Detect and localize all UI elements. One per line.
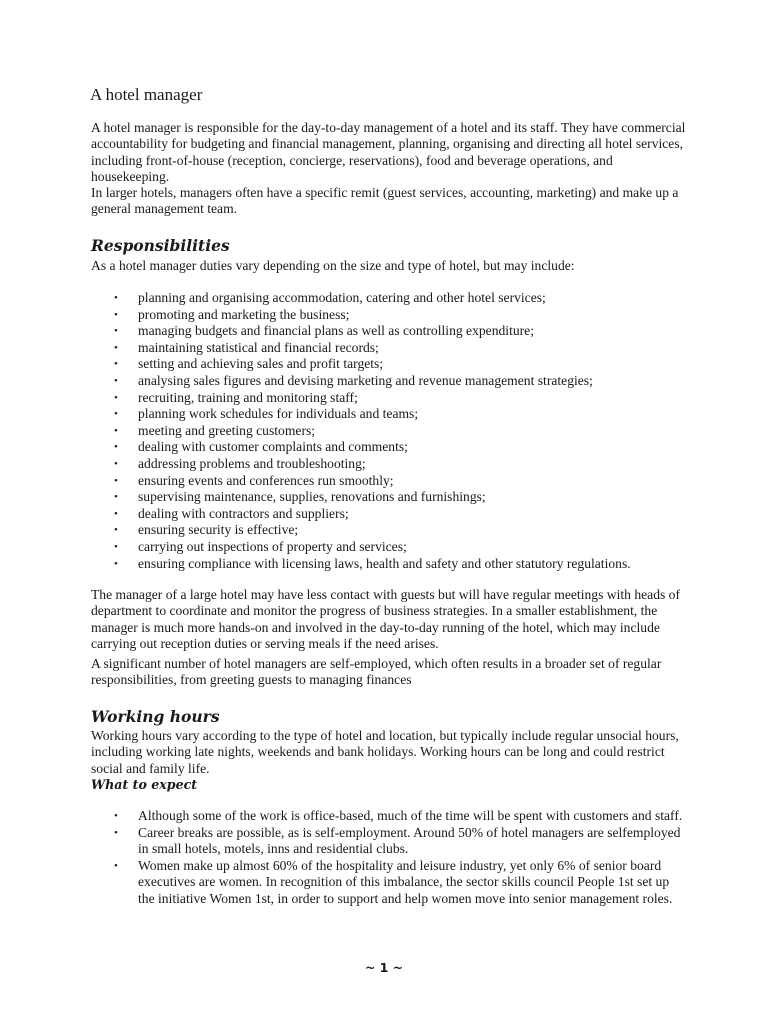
list-item: • supervising maintenance, supplies, renovations and furnishings; [114,489,486,505]
responsibilities-list [0,290,683,572]
list-item: • dealing with customer complaints and comments; [114,439,408,455]
bullet-icon: • [114,524,118,537]
what-to-expect-list [0,808,683,908]
list-item: • Career breaks are possible, as is self-employment. Around 50% of hotel managers are selfemployed in small hotels, motels, inns and residential clubs. [114,824,681,857]
responsibilities-heading: Responsibilities [91,236,230,255]
working-hours-paragraph: Working hours vary according to the type of hotel and location, but typically include regular unsocial hours, including working late nights, weekends and bank holidays. Working hours can be long and could restrict social and family life. [91,728,679,776]
list-item: • meeting and greeting customers; [114,422,316,438]
bullet-icon: • [114,859,118,872]
what-to-expect-heading: What to expect [91,777,198,792]
bullet-icon: • [114,358,118,371]
responsibilities-paragraph-1: The manager of a large hotel may have less contact with guests but will have regular meetings with heads of department to coordinate and monitor the progress of business strategies. In a smaller establishment, the manager is much more hands-on and involved in the day-to-day running of the hotel, which may include carrying out reception duties or serving meals if the need arises. [91,587,681,651]
list-item: • addressing problems and troubleshooting; [114,455,366,471]
list-item: • dealing with contractors and suppliers; [114,505,349,521]
list-item: • carrying out inspections of property and services; [114,538,407,554]
list-item: • planning work schedules for individuals and teams; [114,406,419,422]
bullet-icon: • [114,540,118,553]
bullet-icon: • [114,810,118,822]
page-title: A hotel manager [90,85,203,104]
intro-paragraph-1: A hotel manager is responsible for the day-to-day management of a hotel and its staff. They have commercial accountability for budgeting and financial management, planning, organising and directing all hotel services, including front-of-house (reception, concierge, reservations), food and beverage operations, and housekeeping. [91,120,686,184]
bullet-icon: • [114,826,118,839]
bullet-icon: • [114,308,118,321]
list-item: • analysing sales figures and devising marketing and revenue management strategies; [114,372,593,388]
list-item: • Although some of the work is office-based, much of the time will be spent with customers and staff. [114,808,683,823]
list-item: • ensuring security is effective; [114,522,299,538]
bullet-icon: • [114,507,118,520]
bullet-icon: • [114,424,118,437]
list-item: • planning and organising accommodation, catering and other hotel services; [114,290,546,305]
bullet-icon: • [114,474,118,487]
bullet-icon: • [114,374,118,387]
list-item: • promoting and marketing the business; [114,306,350,322]
page-number: ~ 1 ~ [364,960,404,975]
responsibilities-paragraph-2: A significant number of hotel managers are self-employed, which often results in a broader set of regular responsibilities, from greeting guests to managing finances [91,656,662,688]
list-item: • Women make up almost 60% of the hospitality and leisure industry, yet only 6% of senior board executives are women. In recognition of this imbalance, the sector skills council People 1st set up the initiative Women 1st, in order to support and help women move into senior management roles. [114,857,673,906]
bullet-icon: • [114,491,118,504]
list-item: • maintaining statistical and financial records; [114,339,379,355]
list-item: • setting and achieving sales and profit targets; [114,356,384,372]
working-hours-heading: Working hours [91,707,220,726]
bullet-icon: • [114,325,118,338]
responsibilities-lead: As a hotel manager duties vary depending on the size and type of hotel, but may include: [91,258,575,273]
bullet-icon: • [114,457,118,470]
list-item: • ensuring compliance with licensing laws, health and safety and other statutory regulations. [114,555,631,571]
bullet-icon: • [114,408,118,421]
bullet-icon: • [114,441,118,454]
list-item: • ensuring events and conferences run smoothly; [114,472,394,488]
bullet-icon: • [114,341,118,354]
bullet-icon: • [114,391,118,404]
list-item: • managing budgets and financial plans as well as controlling expenditure; [114,323,534,339]
bullet-icon: • [114,557,118,570]
bullet-icon: • [114,292,118,304]
intro-paragraph-2: In larger hotels, managers often have a specific remit (guest services, accounting, marketing) and make up a general management team. [91,185,679,217]
list-item: • recruiting, training and monitoring staff; [114,389,358,405]
